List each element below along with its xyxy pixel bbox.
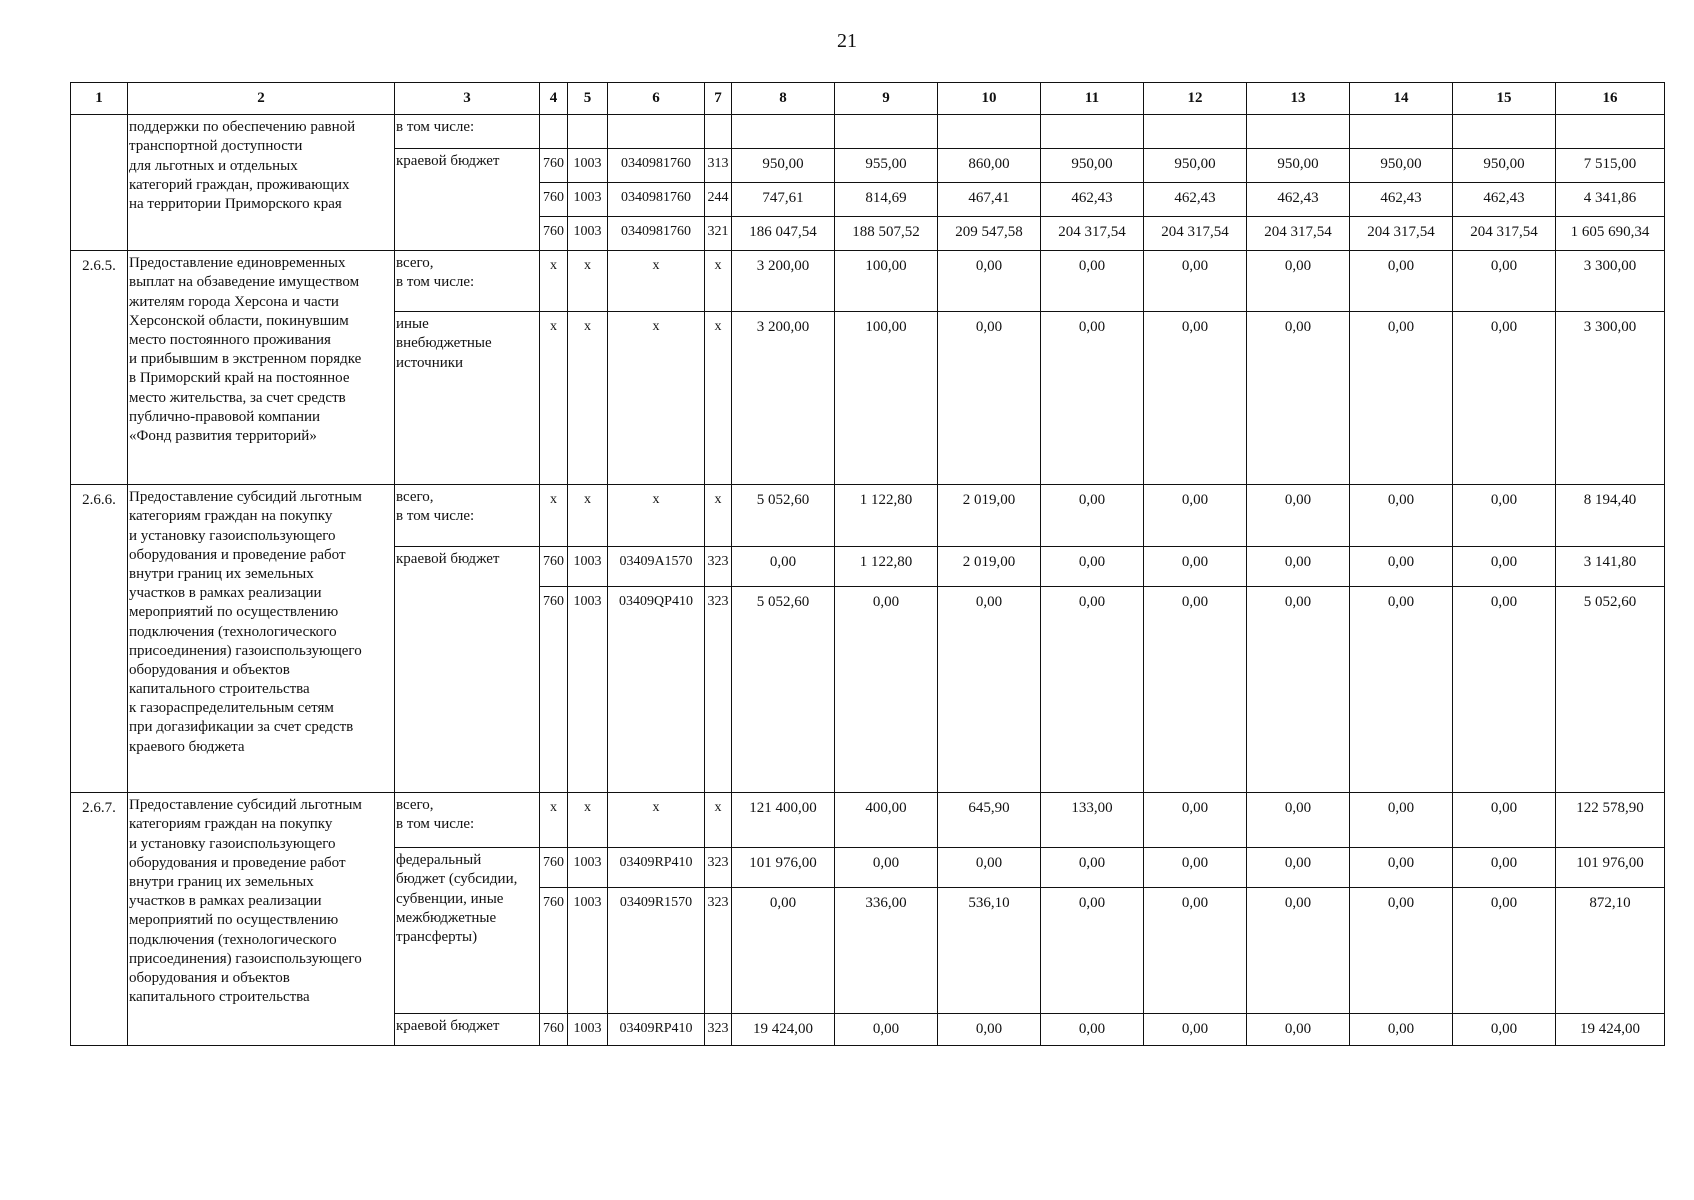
- row-description: поддержки по обеспечению равной транспортной доступности для льготных и отдельных категорий граждан, проживающих на территории Приморского края: [128, 115, 395, 251]
- column-header-6: 6: [608, 83, 705, 115]
- value-cell: 188 507,52: [835, 217, 938, 251]
- row-index: 2.6.5.: [71, 251, 128, 485]
- column-header-4: 4: [540, 83, 568, 115]
- value-cell: 0,00: [1247, 587, 1350, 793]
- value-cell: 3 300,00: [1556, 312, 1665, 485]
- code-cell: x: [540, 485, 568, 547]
- column-header-12: 12: [1144, 83, 1247, 115]
- value-cell: 0,00: [1247, 848, 1350, 888]
- value-cell: 645,90: [938, 793, 1041, 848]
- row-index: 2.6.7.: [71, 793, 128, 1046]
- value-cell: 467,41: [938, 183, 1041, 217]
- source-label: всего, в том числе:: [395, 251, 540, 312]
- value-cell: 0,00: [1350, 1014, 1453, 1046]
- value-cell: 0,00: [1041, 251, 1144, 312]
- code-cell: x: [540, 312, 568, 485]
- source-label: краевой бюджет: [395, 1014, 540, 1046]
- code-cell: x: [608, 312, 705, 485]
- source-label: федеральный бюджет (субсидии, субвенции, иные межбюджетные трансферты): [395, 848, 540, 1014]
- column-header-3: 3: [395, 83, 540, 115]
- value-cell: 0,00: [1247, 547, 1350, 587]
- value-cell: 121 400,00: [732, 793, 835, 848]
- code-cell: 760: [540, 547, 568, 587]
- column-header-8: 8: [732, 83, 835, 115]
- value-cell: 2 019,00: [938, 485, 1041, 547]
- source-label: краевой бюджет: [395, 547, 540, 793]
- value-cell: 0,00: [1144, 547, 1247, 587]
- value-cell: 0,00: [938, 1014, 1041, 1046]
- source-label: краевой бюджет: [395, 149, 540, 251]
- table-row: [71, 251, 1665, 312]
- value-cell: 0,00: [1144, 1014, 1247, 1046]
- value-cell: 950,00: [1350, 149, 1453, 183]
- value-cell: 0,00: [938, 312, 1041, 485]
- code-cell: x: [568, 312, 608, 485]
- value-cell: 0,00: [835, 1014, 938, 1046]
- value-cell: 0,00: [1144, 848, 1247, 888]
- value-cell: 0,00: [1350, 793, 1453, 848]
- value-cell: 101 976,00: [732, 848, 835, 888]
- value-cell: 0,00: [1453, 485, 1556, 547]
- value-cell: 3 300,00: [1556, 251, 1665, 312]
- value-cell: 0,00: [1041, 888, 1144, 1014]
- value-cell: 0,00: [1350, 587, 1453, 793]
- value-cell: 7 515,00: [1556, 149, 1665, 183]
- value-cell: 19 424,00: [732, 1014, 835, 1046]
- row-description: Предоставление единовременных выплат на обзаведение имуществом жителям города Херсона и части Херсонской области, покинувшим место постоянного проживания и прибывшим в экстренном порядке в Приморский край на постоянное место жительства, за счет средств публично-правовой компании «Фонд развития территорий»: [128, 251, 395, 485]
- value-cell: 4 341,86: [1556, 183, 1665, 217]
- code-cell: x: [540, 793, 568, 848]
- value-cell: 3 141,80: [1556, 547, 1665, 587]
- value-cell: 0,00: [1453, 587, 1556, 793]
- value-cell: 1 122,80: [835, 547, 938, 587]
- column-header-10: 10: [938, 83, 1041, 115]
- code-cell: 0340981760: [608, 217, 705, 251]
- value-cell: 950,00: [1144, 149, 1247, 183]
- row-description: Предоставление субсидий льготным категориям граждан на покупку и установку газоиспользующего оборудования и проведение работ внутри границ их земельных участков в рамках реализации мероприятий по осуществлению подключения (технологического присоединения) газоиспользующего оборудования и объектов капитального строительства к газораспределительным сетям при догазификации за счет средств краевого бюджета: [128, 485, 395, 793]
- row-description: Предоставление субсидий льготным категориям граждан на покупку и установку газоиспользующего оборудования и проведение работ внутри границ их земельных участков в рамках реализации мероприятий по осуществлению подключения (технологического присоединения) газоиспользующего оборудования и объектов капитального строительства: [128, 793, 395, 1046]
- value-cell: 0,00: [1453, 251, 1556, 312]
- value-cell: 209 547,58: [938, 217, 1041, 251]
- table-row: [71, 793, 1665, 848]
- value-cell: 0,00: [938, 251, 1041, 312]
- code-cell: 1003: [568, 1014, 608, 1046]
- value-cell: 336,00: [835, 888, 938, 1014]
- value-cell: 0,00: [1041, 312, 1144, 485]
- code-cell: 03409A1570: [608, 547, 705, 587]
- code-cell: 313: [705, 149, 732, 183]
- code-cell: 760: [540, 888, 568, 1014]
- column-header-7: 7: [705, 83, 732, 115]
- code-cell: 1003: [568, 217, 608, 251]
- value-cell: 462,43: [1144, 183, 1247, 217]
- value-cell: 0,00: [1144, 485, 1247, 547]
- code-cell: x: [705, 485, 732, 547]
- value-cell: 19 424,00: [1556, 1014, 1665, 1046]
- value-cell: 0,00: [1247, 251, 1350, 312]
- value-cell: 0,00: [1350, 848, 1453, 888]
- code-cell: 760: [540, 183, 568, 217]
- code-cell: 1003: [568, 547, 608, 587]
- value-cell: 0,00: [1247, 888, 1350, 1014]
- code-cell: 1003: [568, 149, 608, 183]
- value-cell: 5 052,60: [732, 485, 835, 547]
- value-cell: 204 317,54: [1350, 217, 1453, 251]
- value-cell: 0,00: [1144, 312, 1247, 485]
- value-cell: 950,00: [732, 149, 835, 183]
- code-cell: 321: [705, 217, 732, 251]
- value-cell: 955,00: [835, 149, 938, 183]
- value-cell: 0,00: [1144, 587, 1247, 793]
- value-cell: 0,00: [1350, 888, 1453, 1014]
- code-cell: x: [568, 485, 608, 547]
- code-cell: 244: [705, 183, 732, 217]
- value-cell: 400,00: [835, 793, 938, 848]
- value-cell: 0,00: [1247, 312, 1350, 485]
- column-header-16: 16: [1556, 83, 1665, 115]
- value-cell: 0,00: [1041, 547, 1144, 587]
- column-header-2: 2: [128, 83, 395, 115]
- value-cell: 204 317,54: [1453, 217, 1556, 251]
- code-cell: x: [568, 793, 608, 848]
- value-cell: 462,43: [1350, 183, 1453, 217]
- value-cell: 462,43: [1247, 183, 1350, 217]
- value-cell: 0,00: [1041, 848, 1144, 888]
- value-cell: 0,00: [1350, 485, 1453, 547]
- value-cell: 0,00: [1144, 888, 1247, 1014]
- value-cell: 5 052,60: [1556, 587, 1665, 793]
- value-cell: 0,00: [732, 547, 835, 587]
- value-cell: 100,00: [835, 312, 938, 485]
- value-cell: 0,00: [1350, 547, 1453, 587]
- code-cell: x: [705, 251, 732, 312]
- code-cell: x: [608, 251, 705, 312]
- value-cell: 204 317,54: [1247, 217, 1350, 251]
- column-header-9: 9: [835, 83, 938, 115]
- code-cell: 760: [540, 848, 568, 888]
- code-cell: 0340981760: [608, 149, 705, 183]
- row-index: 2.6.6.: [71, 485, 128, 793]
- header-row: [71, 83, 1665, 115]
- value-cell: 100,00: [835, 251, 938, 312]
- value-cell: 0,00: [1453, 793, 1556, 848]
- value-cell: 462,43: [1041, 183, 1144, 217]
- value-cell: 950,00: [1247, 149, 1350, 183]
- code-cell: 03409QP410: [608, 587, 705, 793]
- code-cell: 1003: [568, 183, 608, 217]
- value-cell: 0,00: [835, 848, 938, 888]
- table-row: [71, 115, 1665, 149]
- value-cell: 0,00: [1453, 848, 1556, 888]
- value-cell: 814,69: [835, 183, 938, 217]
- source-label: иные внебюджетные источники: [395, 312, 540, 485]
- value-cell: 0,00: [938, 587, 1041, 793]
- code-cell: 0340981760: [608, 183, 705, 217]
- column-header-13: 13: [1247, 83, 1350, 115]
- value-cell: 0,00: [938, 848, 1041, 888]
- value-cell: 0,00: [1350, 312, 1453, 485]
- column-header-1: 1: [71, 83, 128, 115]
- code-cell: 1003: [568, 848, 608, 888]
- code-cell: 03409R1570: [608, 888, 705, 1014]
- value-cell: 3 200,00: [732, 312, 835, 485]
- value-cell: 872,10: [1556, 888, 1665, 1014]
- code-cell: 1003: [568, 888, 608, 1014]
- column-header-14: 14: [1350, 83, 1453, 115]
- value-cell: 101 976,00: [1556, 848, 1665, 888]
- code-cell: 323: [705, 547, 732, 587]
- value-cell: 5 052,60: [732, 587, 835, 793]
- value-cell: 0,00: [1041, 485, 1144, 547]
- value-cell: 122 578,90: [1556, 793, 1665, 848]
- code-cell: x: [705, 793, 732, 848]
- table-row: [71, 485, 1665, 547]
- code-cell: x: [568, 251, 608, 312]
- value-cell: 0,00: [1453, 312, 1556, 485]
- value-cell: 1 122,80: [835, 485, 938, 547]
- value-cell: 860,00: [938, 149, 1041, 183]
- value-cell: 8 194,40: [1556, 485, 1665, 547]
- column-header-15: 15: [1453, 83, 1556, 115]
- code-cell: 323: [705, 848, 732, 888]
- value-cell: 0,00: [732, 888, 835, 1014]
- value-cell: 0,00: [1144, 793, 1247, 848]
- code-cell: 760: [540, 587, 568, 793]
- code-cell: x: [608, 793, 705, 848]
- value-cell: 186 047,54: [732, 217, 835, 251]
- source-label: в том числе:: [395, 115, 540, 149]
- value-cell: 0,00: [1247, 485, 1350, 547]
- value-cell: 950,00: [1453, 149, 1556, 183]
- value-cell: 536,10: [938, 888, 1041, 1014]
- value-cell: 0,00: [1041, 1014, 1144, 1046]
- code-cell: 323: [705, 1014, 732, 1046]
- row-index: [71, 115, 128, 251]
- value-cell: 0,00: [1350, 251, 1453, 312]
- value-cell: 0,00: [1144, 251, 1247, 312]
- code-cell: 323: [705, 888, 732, 1014]
- value-cell: 204 317,54: [1144, 217, 1247, 251]
- source-label: всего, в том числе:: [395, 485, 540, 547]
- value-cell: 0,00: [1453, 547, 1556, 587]
- code-cell: 03409RP410: [608, 848, 705, 888]
- value-cell: 2 019,00: [938, 547, 1041, 587]
- code-cell: x: [608, 485, 705, 547]
- value-cell: 204 317,54: [1041, 217, 1144, 251]
- value-cell: 0,00: [1247, 793, 1350, 848]
- value-cell: 0,00: [1453, 1014, 1556, 1046]
- code-cell: x: [540, 251, 568, 312]
- code-cell: 323: [705, 587, 732, 793]
- value-cell: 0,00: [1041, 587, 1144, 793]
- value-cell: 950,00: [1041, 149, 1144, 183]
- value-cell: 462,43: [1453, 183, 1556, 217]
- code-cell: x: [705, 312, 732, 485]
- budget-table: [70, 82, 1665, 1046]
- table-body: [71, 83, 1665, 1046]
- value-cell: 747,61: [732, 183, 835, 217]
- code-cell: 1003: [568, 587, 608, 793]
- column-header-5: 5: [568, 83, 608, 115]
- value-cell: 0,00: [1453, 888, 1556, 1014]
- value-cell: 0,00: [1247, 1014, 1350, 1046]
- code-cell: 760: [540, 149, 568, 183]
- code-cell: 760: [540, 217, 568, 251]
- value-cell: 1 605 690,34: [1556, 217, 1665, 251]
- column-header-11: 11: [1041, 83, 1144, 115]
- value-cell: 133,00: [1041, 793, 1144, 848]
- page-number: 21: [837, 30, 857, 52]
- source-label: всего, в том числе:: [395, 793, 540, 848]
- value-cell: 3 200,00: [732, 251, 835, 312]
- value-cell: 0,00: [835, 587, 938, 793]
- code-cell: 760: [540, 1014, 568, 1046]
- code-cell: 03409RP410: [608, 1014, 705, 1046]
